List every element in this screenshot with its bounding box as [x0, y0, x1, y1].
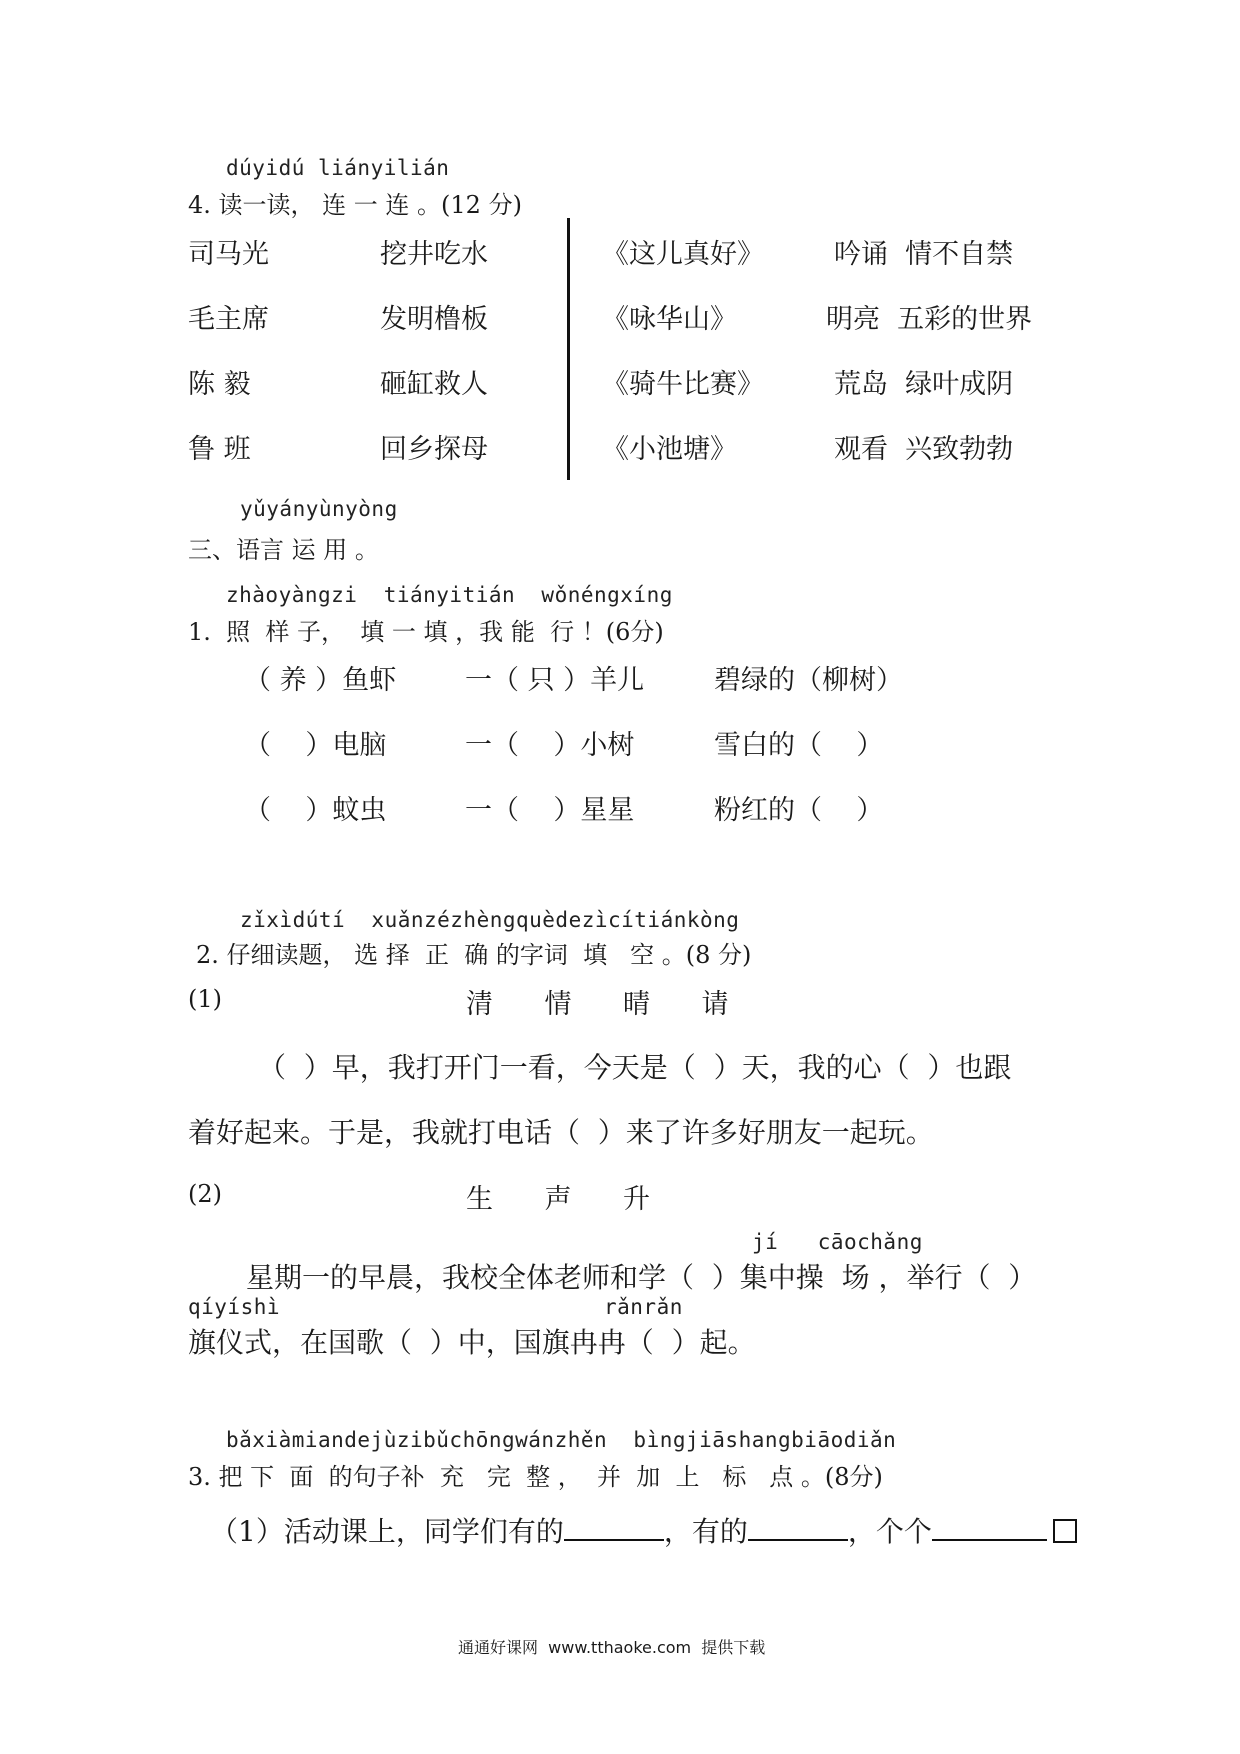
- q1-r3-c3: 粉红的（ ）: [714, 795, 884, 826]
- q1-r1-c1: （ 养 ）鱼虾: [244, 665, 397, 696]
- q4-right1-3: 《骑牛比赛》: [602, 369, 764, 400]
- q4-title: 4. 读一读， 连 一 连 。(12 分): [188, 191, 522, 219]
- q1-r2-c2: 一（ ）小树: [465, 730, 635, 761]
- q4-left1-3: 陈 毅: [188, 369, 251, 400]
- q2-part2-chars: 生 声 升: [466, 1184, 650, 1215]
- q3-title: 3. 把 下 面 的句子补 充 完 整 ， 并 加 上 标 点 。(8分): [188, 1463, 883, 1491]
- q3-s1-part-a: （1）活动课上，同学们有的: [210, 1515, 564, 1548]
- answer-blank-3[interactable]: [932, 1517, 1047, 1541]
- q4-left2-4: 回乡探母: [380, 434, 488, 465]
- q2-pinyin: zǐxìdútí xuǎnzézhèngquèdezìcítiánkòng: [240, 908, 740, 932]
- q2-part2-pinyin2b: rǎnrǎn: [604, 1295, 683, 1319]
- q2-part2-line2: 旗仪式，在国歌（ ）中，国旗冉冉（ ）起。: [188, 1326, 756, 1359]
- q4-left2-1: 挖井吃水: [380, 239, 488, 270]
- q4-right1-4: 《小池塘》: [602, 434, 737, 465]
- q3-pinyin: bǎxiàmiandejùzibǔchōngwánzhěn bìngjiāshangbiāodiǎn: [226, 1428, 897, 1452]
- q4-left2-3: 砸缸救人: [380, 369, 488, 400]
- q2-part1-label: (1): [188, 985, 222, 1013]
- q1-r2-c3: 雪白的（ ）: [714, 730, 884, 761]
- q2-part2-pinyin1: jí cāochǎng: [752, 1230, 923, 1254]
- q3-s1-part-c: ，个个: [847, 1515, 932, 1548]
- q2-part2-label: (2): [188, 1180, 222, 1208]
- q1-pinyin: zhàoyàngzi tiányitián wǒnéngxíng: [226, 583, 673, 607]
- q1-title: 1. 照 样 子， 填 一 填 ，我 能 行 ！(6分): [188, 618, 664, 646]
- q4-left2-2: 发明橹板: [380, 304, 488, 335]
- q4-left1-2: 毛主席: [188, 304, 269, 335]
- q4-left1-1: 司马光: [188, 239, 269, 270]
- footer-credit: 通通好课网 www.tthaoke.com 提供下载: [458, 1638, 766, 1657]
- q4-right1-1: 《这儿真好》: [602, 239, 764, 270]
- q4-right2-3: 荒岛 绿叶成阴: [834, 369, 1014, 400]
- q1-r1-c3: 碧绿的（柳树）: [714, 665, 903, 696]
- q4-right2-4: 观看 兴致勃勃: [834, 434, 1014, 465]
- punctuation-box[interactable]: [1053, 1519, 1077, 1543]
- answer-blank-1[interactable]: [564, 1517, 664, 1541]
- q3-s1-part-b: ，有的: [663, 1515, 748, 1548]
- q1-r3-c1: （ ）蚊虫: [244, 795, 387, 826]
- q3-sentence1: [210, 1510, 1077, 1550]
- q4-pinyin: dúyidú liányilián: [226, 156, 450, 180]
- q2-part1-line2: 着好起来。于是，我就打电话（ ）来了许多好朋友一起玩。: [188, 1116, 934, 1149]
- q2-part1-chars: 清 情 晴 请: [466, 989, 729, 1020]
- q1-r1-c2: 一（ 只 ）羊儿: [465, 665, 645, 696]
- q2-title: 2. 仔细读题， 选 择 正 确 的字词 填 空 。(8 分): [196, 941, 752, 969]
- q4-right1-2: 《咏华山》: [602, 304, 737, 335]
- q1-r2-c1: （ ）电脑: [244, 730, 387, 761]
- sec3-pinyin: yǔyányùnyòng: [240, 497, 398, 521]
- q2-part2-line1: 星期一的早晨，我校全体老师和学（ ）集中操 场 ，举行（ ）: [246, 1261, 1037, 1294]
- answer-blank-2[interactable]: [748, 1517, 848, 1541]
- column-divider: [567, 218, 570, 480]
- q4-left1-4: 鲁 班: [188, 434, 251, 465]
- q4-right2-2: 明亮 五彩的世界: [826, 304, 1033, 335]
- q4-right2-1: 吟诵 情不自禁: [834, 239, 1014, 270]
- q2-part1-line1: （ ）早，我打开门一看，今天是（ ）天，我的心（ ）也跟: [258, 1051, 1012, 1084]
- q1-r3-c2: 一（ ）星星: [465, 795, 635, 826]
- q2-part2-pinyin2a: qíyíshì: [188, 1295, 281, 1319]
- sec3-title: 三、语言 运 用 。: [188, 536, 379, 564]
